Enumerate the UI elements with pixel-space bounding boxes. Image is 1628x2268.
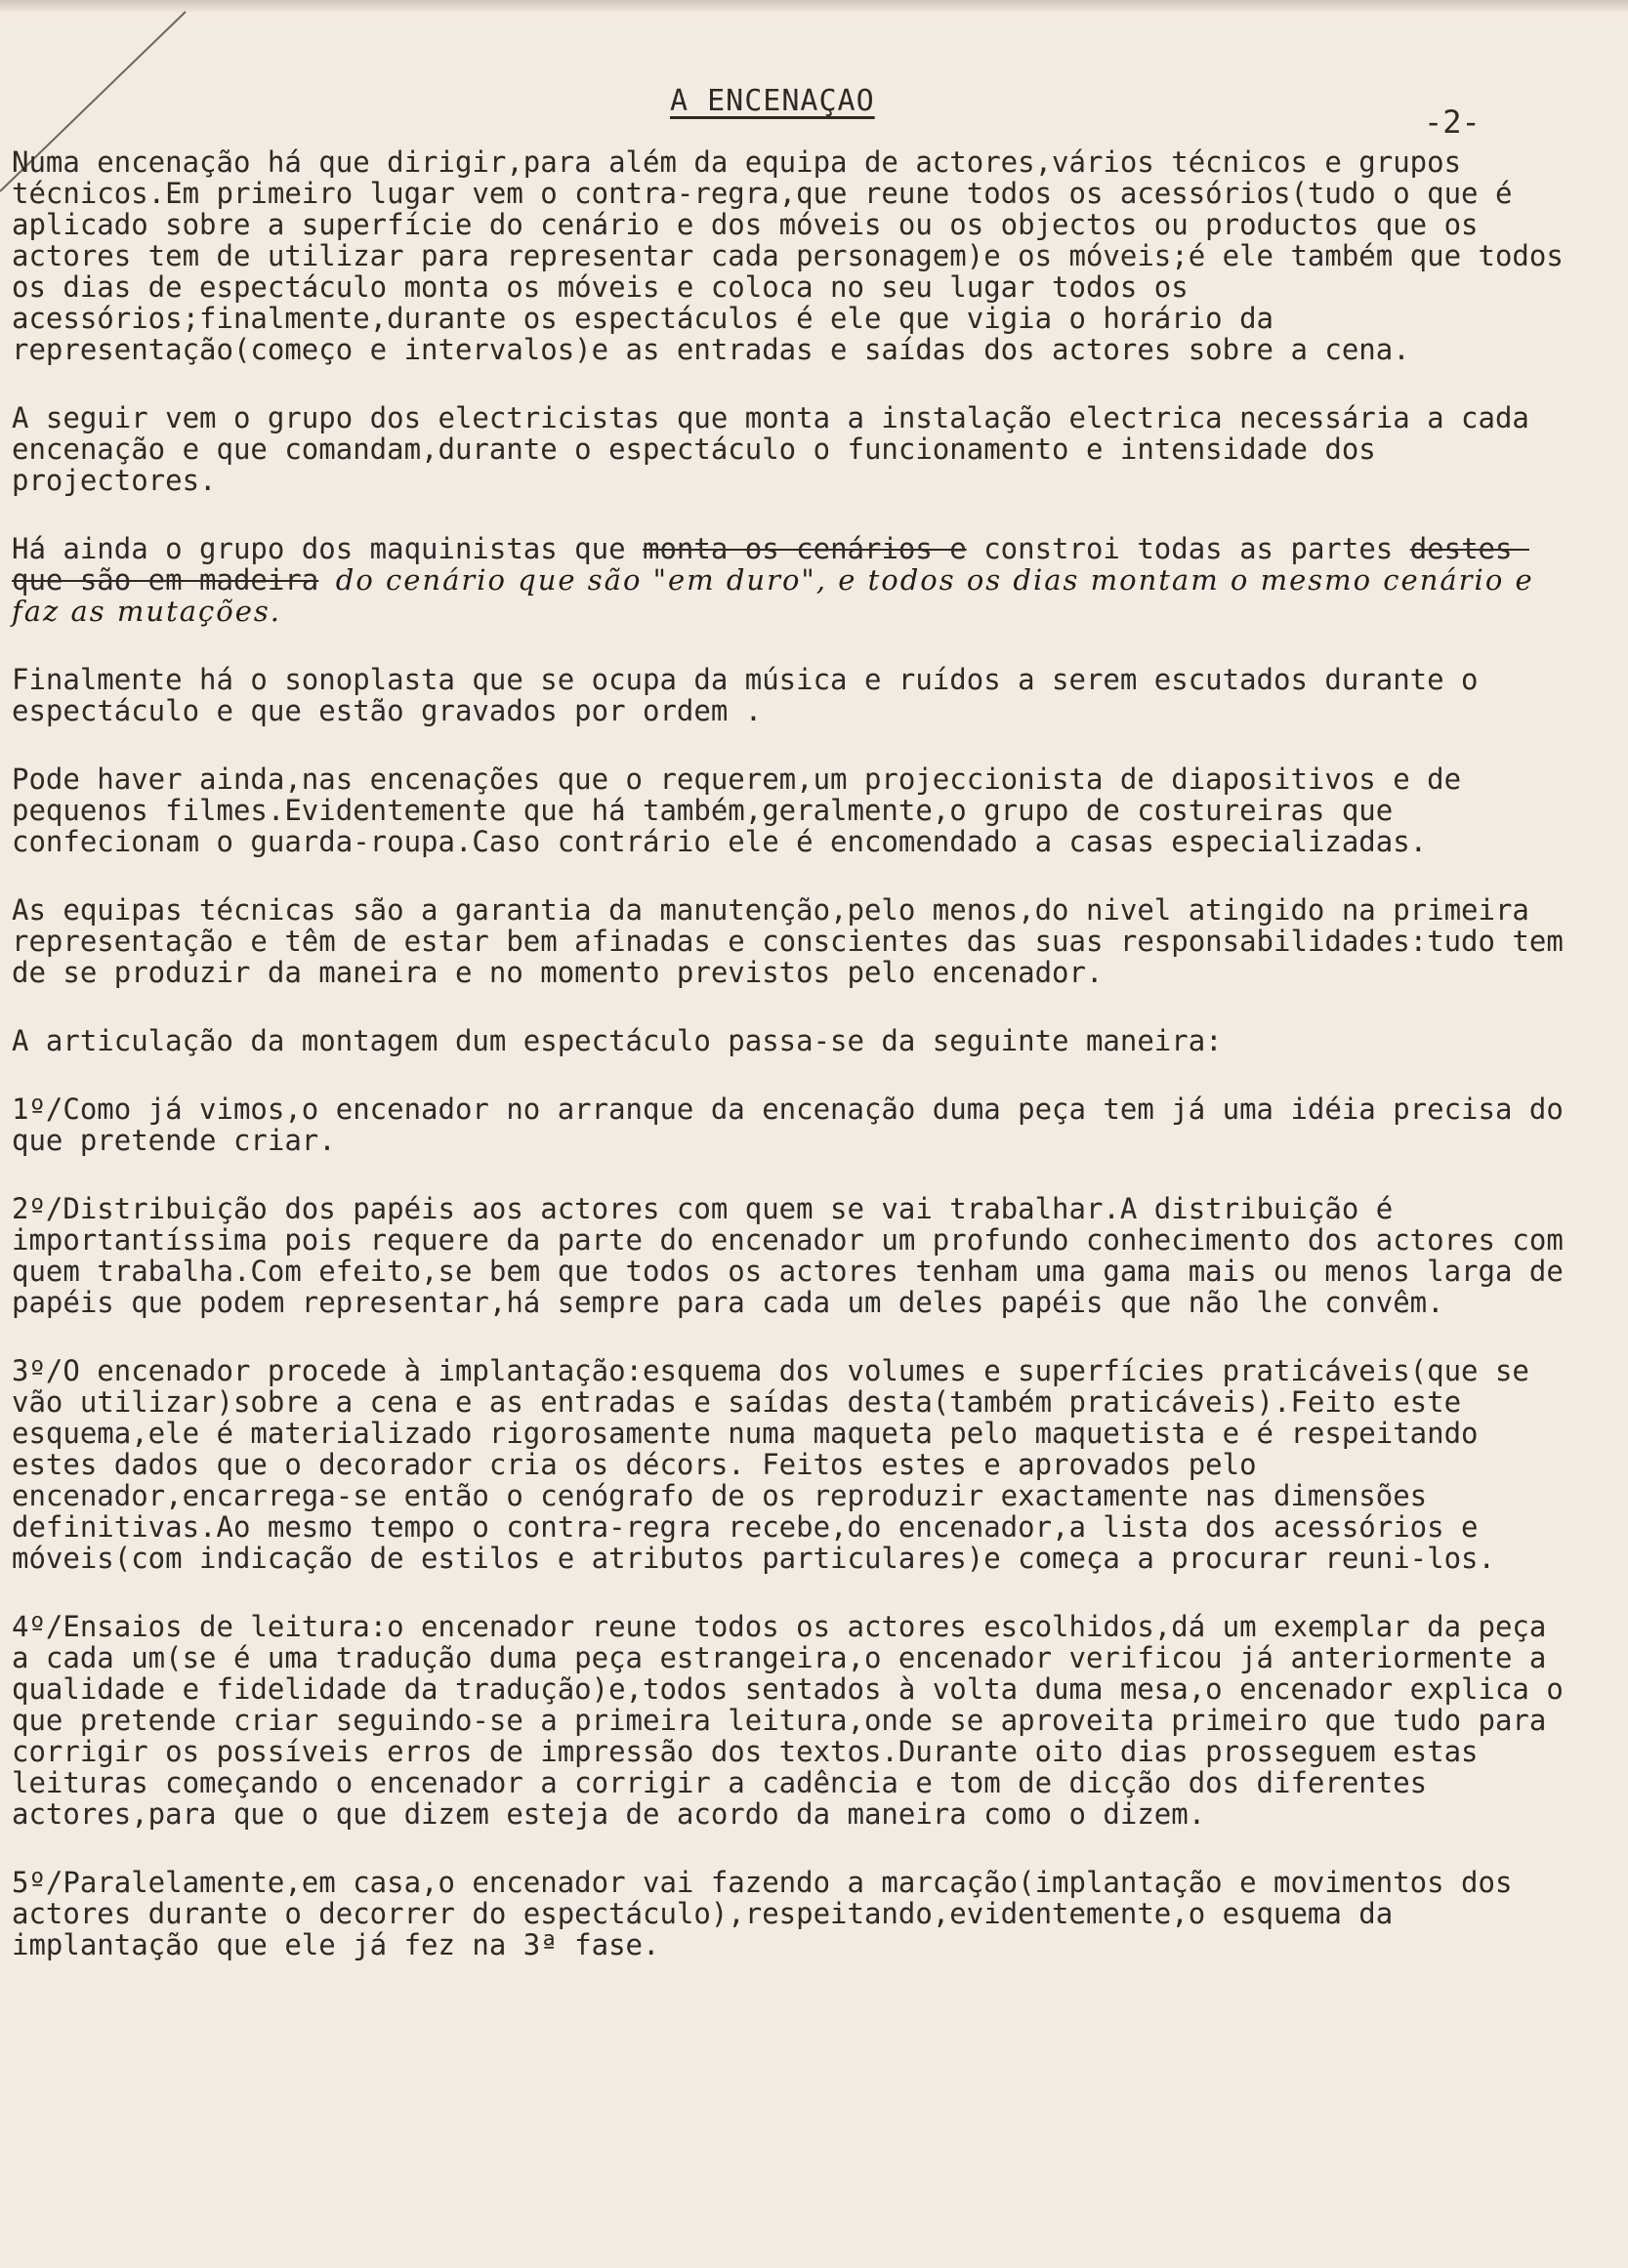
paragraph-projection: Pode haver ainda,nas encenações que o requerem,um projeccionista de diapositivos e de pequenos filmes.Evidentemente que há também,geralmente,o grupo de costureiras que confecionam o guarda-roupa.Caso contrário ele é encomendado a casas especializadas.: [12, 763, 1479, 858]
struck-text: monta os cenários e: [643, 532, 967, 565]
paragraph-stagehands: [12, 533, 1574, 627]
paragraph-technical-crews: Numa encenação há que dirigir,para além da equipa de actores,vários técnicos e grupos técnicos.Em primeiro lugar vem o contra-regra,que reune todos os acessórios(tudo o que é aplicado sobre a superfície do cenário e dos móveis ou os objectos ou productos que os actores tem de utilizar para representar cada personagem)e os móveis;é ele também que todos os dias de espectáculo monta os móveis e coloca no seu lugar todos os acessórios;finalmente,durante os espectáculos é ele que vigia o horário da representação(começo e intervalos)e as entradas e saídas dos actores sobre a cena.: [12, 145, 1581, 366]
paragraph-step-4: 4º/Ensaios de leitura:o encenador reune todos os actores escolhidos,dá um exemplar da peça a cada um(se é uma tradução duma peça estrangeira,o encenador verificou já anteriormente a qualidade e fidelidade da tradução)e,todos sentados à volta duma mesa,o encenador explica o que pretende criar seguindo-se a primeira leitura,onde se aproveita primeiro que tudo para corrigir os possíveis erros de impressão dos textos.Durante oito dias prosseguem estas leituras começando o encenador a corrigir a cadência e tom de dicção dos diferentes actores,para que o que dizem esteja de acordo da maneira como o dizem.: [12, 1610, 1581, 1831]
document-body: [12, 145, 1581, 1998]
paragraph-step-1: 1º/Como já vimos,o encenador no arranque da encenação duma peça tem já uma idéia precisa do que pretende criar.: [12, 1093, 1581, 1157]
paragraph-stagehands-text-b: constroi todas as partes: [966, 532, 1410, 565]
paragraph-articulation: A articulação da montagem dum espectáculo passa-se da seguinte maneira:: [12, 1024, 1223, 1057]
page-title: A ENCENAÇAO: [670, 84, 875, 118]
paragraph-step-5: 5º/Paralelamente,em casa,o encenador vai fazendo a marcação(implantação e movimentos dos actores durante o decorrer do espectáculo),respeitando,evidentemente,o esquema da implantação que ele já fez na 3ª fase.: [12, 1866, 1529, 1961]
paragraph-stagehands-text-a: Há ainda o grupo dos maquinistas que: [12, 532, 644, 565]
paragraph-electricians: A seguir vem o grupo dos electricistas que monta a instalação electrica necessária a cada encenação e que comandam,durante o espectáculo o funcionamento e intensidade dos projectores.: [12, 401, 1547, 497]
paragraph-step-2: 2º/Distribuição dos papéis aos actores com quem se vai trabalhar.A distribuição é importantíssima pois requere da parte do encenador um profundo conhecimento dos actores com quem trabalha.Com efeito,se bem que todos os actores tenham uma gama mais ou menos larga de papéis que podem representar,há sempre para cada um deles papéis que não lhe convêm.: [12, 1192, 1581, 1319]
struck-text: destes que são em madeira: [12, 532, 1529, 597]
handwritten-insertion: do cenário que são "em duro", e todos os dias montam o mesmo cenário e faz as mutações.: [12, 563, 1545, 628]
page-number: -2-: [1424, 103, 1481, 141]
paragraph-sound: Finalmente há o sonoplasta que se ocupa da música e ruídos a serem escutados durante o espectáculo e que estão gravados por ordem .: [12, 663, 1495, 727]
paragraph-technical-teams: As equipas técnicas são a garantia da manutenção,pelo menos,do nivel atingido na primeira representação e têm de estar bem afinadas e conscientes das suas responsabilidades:tudo tem de se produzir da maneira e no momento previstos pelo encenador.: [12, 893, 1581, 989]
scan-top-edge: [0, 0, 1628, 14]
paragraph-step-3: 3º/O encenador procede à implantação:esquema dos volumes e superfícies praticáveis(que se vão utilizar)sobre a cena e as entradas e saídas desta(também praticáveis).Feito este esquema,ele é materializado rigorosamente numa maqueta pelo maquetista e é respeitando estes dados que o decorador cria os décors. Feitos estes e aprovados pelo encenador,encarrega-se então o cenógrafo de os reproduzir exactamente nas dimensões definitivas.Ao mesmo tempo o contra-regra recebe,do encenador,a lista dos acessórios e móveis(com indicação de estilos e atributos particulares)e começa a procurar reuni-los.: [12, 1354, 1547, 1575]
